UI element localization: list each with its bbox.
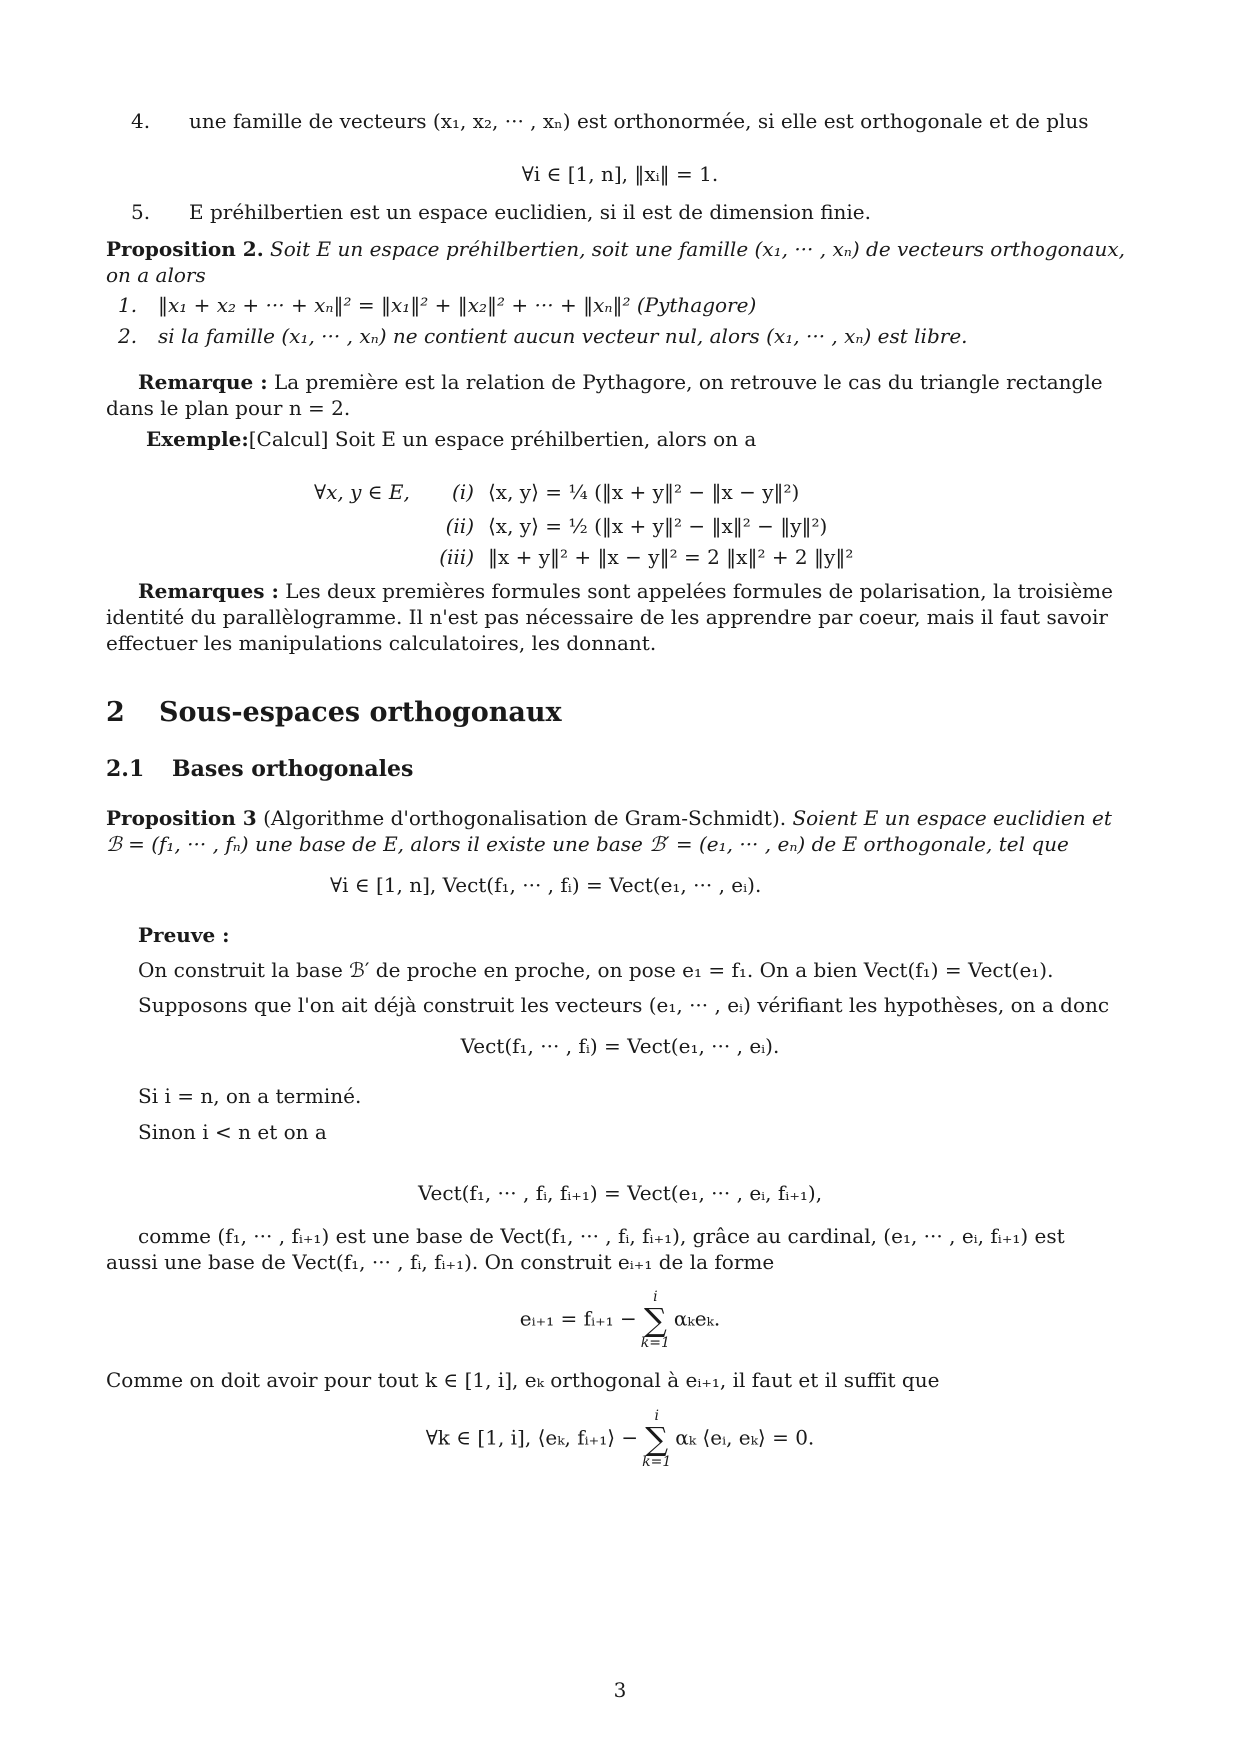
remarks-text-cont: effectuer les manipulations calculatoires, les donnant. bbox=[106, 631, 657, 655]
formula-text: ‖x + y‖² + ‖x − y‖² = 2 ‖x‖² + 2 ‖y‖² bbox=[488, 545, 854, 569]
proof-label: Preuve : bbox=[138, 923, 230, 947]
display-formula: Vect(f₁, ··· , fᵢ) = Vect(e₁, ··· , eᵢ). bbox=[460, 1034, 780, 1058]
remarks-label: Remarques : bbox=[138, 579, 279, 603]
proof-paragraph-cont: aussi une base de Vect(f₁, ··· , fᵢ, fᵢ₊₁). On construit eᵢ₊₁ de la forme bbox=[106, 1250, 775, 1274]
list-number: 2. bbox=[118, 324, 138, 348]
remarks-text: Les deux premières formules sont appelées formules de polarisation, la troisième bbox=[285, 579, 1113, 603]
list-number: 4. bbox=[131, 109, 151, 133]
proposition-3 bbox=[106, 807, 1112, 830]
display-formula: ∀i ∈ [1, n], Vect(f₁, ··· , fᵢ) = Vect(e₁, ··· , eᵢ). bbox=[330, 873, 762, 897]
proposition-item-2 bbox=[118, 325, 968, 348]
formula-label: (i) bbox=[451, 480, 474, 504]
formula-right: αₖeₖ. bbox=[673, 1306, 721, 1331]
sum-symbol: i ∑ k=1 bbox=[642, 1408, 672, 1470]
proposition-item-1 bbox=[118, 294, 756, 317]
example-label: Exemple: bbox=[146, 427, 249, 451]
proof-paragraph: comme (f₁, ··· , fᵢ₊₁) est une base de Vect(f₁, ··· , fᵢ, fᵢ₊₁), grâce au cardinal, (e₁, ··· , eᵢ, fᵢ₊₁) est bbox=[138, 1224, 1065, 1248]
display-formula-sum bbox=[0, 1409, 1240, 1469]
page-number: 3 bbox=[613, 1678, 627, 1702]
section-heading bbox=[106, 697, 562, 728]
proposition-2 bbox=[106, 238, 1125, 261]
formula-text: ⟨x, y⟩ = ½ (‖x + y‖² − ‖x‖² − ‖y‖²) bbox=[488, 514, 828, 538]
list-item-4 bbox=[131, 110, 1089, 133]
proof-paragraph: Sinon i < n et on a bbox=[138, 1120, 327, 1144]
display-formula: Vect(f₁, ··· , fᵢ, fᵢ₊₁) = Vect(e₁, ··· , eᵢ, fᵢ₊₁), bbox=[417, 1181, 823, 1205]
formula-text: ⟨x, y⟩ = ¼ (‖x + y‖² − ‖x − y‖²) bbox=[488, 480, 800, 504]
list-text: une famille de vecteurs (x₁, x₂, ··· , xₙ) est orthonormée, si elle est orthogonale et de plus bbox=[189, 109, 1089, 133]
remark-text-cont: dans le plan pour n = 2. bbox=[106, 396, 351, 420]
formula-right: αₖ ⟨eᵢ, eₖ⟩ = 0. bbox=[675, 1425, 815, 1450]
display-formula-sum bbox=[0, 1290, 1240, 1350]
list-text: si la famille (x₁, ··· , xₙ) ne contient aucun vecteur nul, alors (x₁, ··· , xₙ) est libre. bbox=[158, 324, 968, 348]
subsection-number: 2.1 bbox=[106, 756, 145, 782]
proposition-name: (Algorithme d'orthogonalisation de Gram-Schmidt). bbox=[263, 806, 787, 830]
sum-upper: i bbox=[653, 1289, 658, 1305]
example-formula-ii bbox=[330, 515, 827, 538]
list-number: 5. bbox=[131, 200, 151, 224]
subsection-title: Bases orthogonales bbox=[172, 756, 414, 782]
proof-paragraph: On construit la base ℬ′ de proche en proche, on pose e₁ = f₁. On a bien Vect(f₁) = Vect(e₁). bbox=[138, 958, 1054, 982]
proposition-statement: Soit E un espace préhilbertien, soit une famille (x₁, ··· , xₙ) de vecteurs orthogonaux, bbox=[270, 237, 1126, 261]
display-formula: ∀i ∈ [1, n], ‖xᵢ‖ = 1. bbox=[521, 162, 719, 186]
example bbox=[146, 428, 756, 451]
formula-label: (iii) bbox=[439, 545, 474, 569]
list-text: E préhilbertien est un espace euclidien, si il est de dimension finie. bbox=[189, 200, 872, 224]
section-number: 2 bbox=[106, 697, 125, 728]
proposition-label: Proposition 3 bbox=[106, 806, 257, 830]
remark-label: Remarque : bbox=[138, 370, 268, 394]
formula-left: eᵢ₊₁ = fᵢ₊₁ − bbox=[519, 1306, 637, 1331]
formula-left: ∀k ∈ [1, i], ⟨eₖ, fᵢ₊₁⟩ − bbox=[425, 1425, 639, 1450]
example-formula-iii bbox=[330, 546, 853, 569]
subsection-heading bbox=[106, 757, 413, 782]
section-title: Sous-espaces orthogonaux bbox=[159, 697, 562, 728]
proposition-label: Proposition 2. bbox=[106, 237, 264, 261]
proposition-statement-cont: on a alors bbox=[106, 263, 206, 287]
list-text: ‖x₁ + x₂ + ··· + xₙ‖² = ‖x₁‖² + ‖x₂‖² + ··· + ‖xₙ‖² (Pythagore) bbox=[158, 293, 757, 317]
sum-symbol: i ∑ k=1 bbox=[640, 1289, 670, 1351]
proof-paragraph: Si i = n, on a terminé. bbox=[138, 1084, 362, 1108]
remark bbox=[138, 371, 1103, 394]
example-formula-i bbox=[330, 481, 799, 504]
proposition-statement: Soient E un espace euclidien et bbox=[792, 806, 1112, 830]
proposition-statement-cont: ℬ = (f₁, ··· , fₙ) une base de E, alors il existe une base ℬ′ = (e₁, ··· , eₙ) de E orthogonale, tel que bbox=[106, 832, 1069, 856]
remarks-text-cont: identité du parallèlogramme. Il n'est pas nécessaire de les apprendre par coeur, mais il faut savoir bbox=[106, 605, 1108, 629]
list-item-5 bbox=[131, 201, 871, 224]
proof-paragraph: Supposons que l'on ait déjà construit les vecteurs (e₁, ··· , eᵢ) vérifiant les hypothèses, on a donc bbox=[138, 993, 1110, 1017]
example-text: [Calcul] Soit E un espace préhilbertien, alors on a bbox=[248, 427, 757, 451]
sum-lower: k=1 bbox=[640, 1335, 670, 1351]
proof-paragraph: Comme on doit avoir pour tout k ∈ [1, i], eₖ orthogonal à eᵢ₊₁, il faut et il suffit que bbox=[106, 1368, 940, 1392]
remarks bbox=[138, 580, 1113, 603]
remark-text: La première est la relation de Pythagore, on retrouve le cas du triangle rectangle bbox=[273, 370, 1103, 394]
sum-upper: i bbox=[654, 1408, 659, 1424]
list-number: 1. bbox=[118, 293, 138, 317]
formula-label: (ii) bbox=[445, 514, 474, 538]
example-quantifier: ∀x, y ∈ E, bbox=[314, 480, 410, 504]
sum-lower: k=1 bbox=[642, 1454, 672, 1470]
